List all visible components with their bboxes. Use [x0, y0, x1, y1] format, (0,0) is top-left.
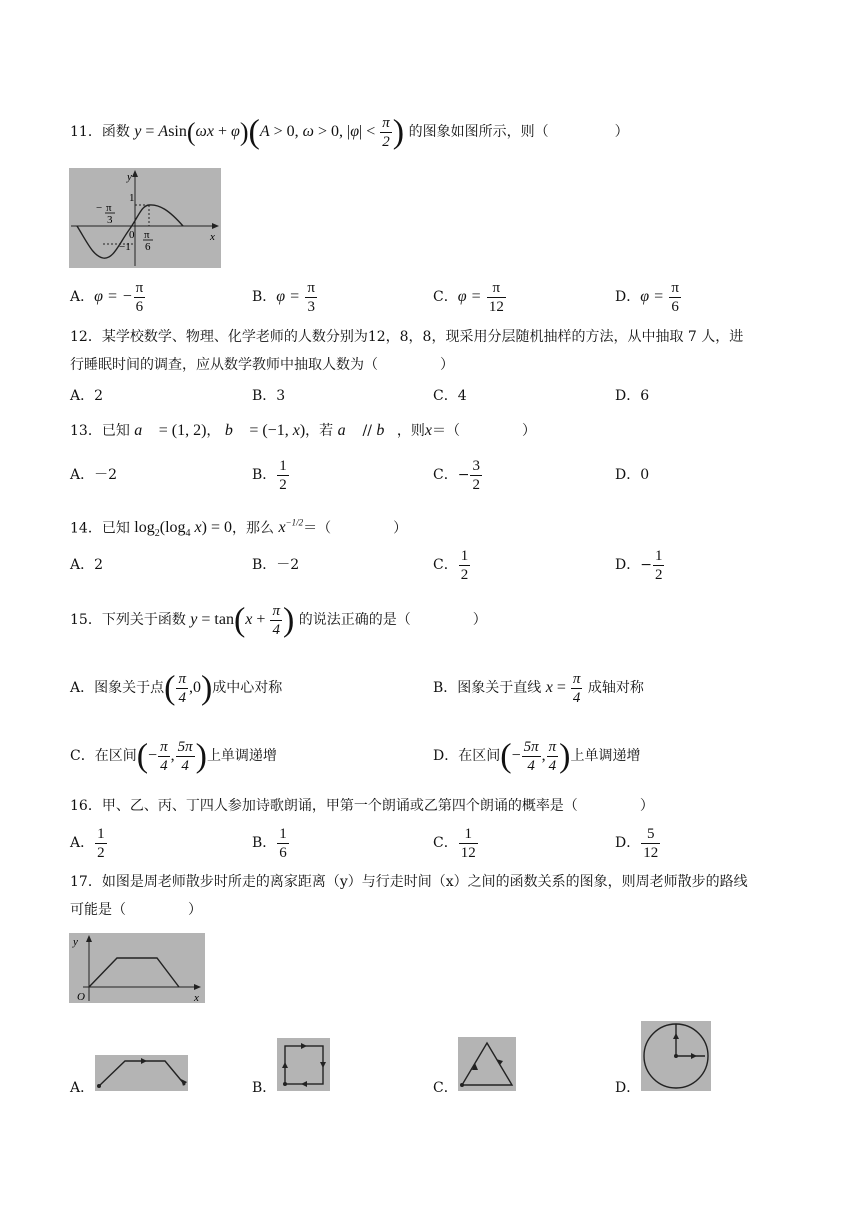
q12-stem-line1: 12．某学校数学、物理、化学老师的人数分别为12，8，8，现采用分层随机抽样的方法，从中抽取 7 人，进 — [70, 329, 744, 345]
q16-option-a[interactable]: A． $\frac{1}{2}$ — [70, 825, 105, 861]
q11-option-d[interactable]: D．φ = $\frac{\pi}{6}$ — [615, 279, 679, 315]
q11-y-label: y — [127, 171, 132, 183]
q17-option-b-path[interactable] — [277, 1038, 330, 1091]
q14-option-c[interactable]: C． $\frac{1}{2}$ — [433, 547, 469, 583]
q17-option-c-path[interactable] — [458, 1037, 516, 1091]
q13-option-c[interactable]: C．− $\frac{3}{2}$ — [433, 457, 480, 493]
q17-stem-line2: 可能是（ ） — [70, 902, 202, 918]
q17-x-label: x — [194, 992, 199, 1003]
q11-pi-left: π — [106, 202, 112, 214]
q16-option-b[interactable]: B． $\frac{1}{6}$ — [252, 825, 287, 861]
q15-option-c[interactable]: C．在区间(− $\frac{\pi}{4}$ , $\frac{5\pi}{4}$ )上单调递增 — [70, 737, 277, 775]
q17-distance-time-graph — [69, 933, 205, 1003]
q11-three: 3 — [107, 214, 113, 226]
q11-one: 1 — [129, 192, 135, 204]
q11-option-c[interactable]: C．φ = $\frac{\pi}{12}$ — [433, 279, 504, 315]
q15-option-a[interactable]: A．图象关于点( $\frac{\pi}{4}$ ,0)成中心对称 — [70, 669, 283, 707]
q16-option-d[interactable]: D． $\frac{5}{12}$ — [615, 825, 659, 861]
q17-option-a-path[interactable] — [95, 1055, 188, 1091]
q13-stem: 13．已知 a⃗ = (1, 2)， b⃗ = (−1, x)，若 a⃗ // b⃗，则x＝（ ） — [70, 422, 536, 439]
q17-stem-line1: 17．如图是周老师散步时所走的离家距离（y）与行走时间（x）之间的函数关系的图象，则周老师散步的路线 — [70, 874, 748, 890]
q11-pi-right: π — [144, 229, 150, 241]
q13-option-d[interactable]: D．0 — [615, 467, 650, 483]
q14-stem: 14．已知 $\log_2(\log_4$ x) = 0，那么 $x^{-1/2}=$（ ） — [70, 518, 408, 540]
q12-option-a[interactable]: A．2 — [70, 388, 104, 404]
q12-option-b[interactable]: B．3 — [252, 388, 286, 404]
q11-minus: − — [96, 202, 103, 214]
q14-option-a[interactable]: A．2 — [70, 557, 104, 573]
q11-stem: 11．函数 y = Asin(ωx + φ)(A > 0, ω > 0, |φ| < $\frac{\pi}{2}$ ) 的图象如图所示，则（ ） — [70, 113, 629, 151]
q16-option-c[interactable]: C． $\frac{1}{12}$ — [433, 825, 476, 861]
q15-option-d[interactable]: D．在区间(− $\frac{5\pi}{4}$ , $\frac{\pi}{4}$ )上单调递增 — [433, 737, 641, 775]
q16-stem: 16．甲、乙、丙、丁四人参加诗歌朗诵，甲第一个朗诵或乙第四个朗诵的概率是（ ） — [70, 798, 654, 814]
q11-sine-graph — [69, 168, 221, 268]
q17-option-c[interactable]: C． — [433, 1080, 458, 1096]
q17-y-label: y — [73, 936, 78, 948]
q14-option-d[interactable]: D．− $\frac{1}{2}$ — [615, 547, 663, 583]
q17-option-d[interactable]: D． — [615, 1080, 641, 1096]
q15-option-b[interactable]: B．图象关于直线 x = $\frac{\pi}{4}$ 成轴对称 — [433, 670, 644, 706]
q11-neg-one: −1 — [119, 241, 131, 253]
q14-option-b[interactable]: B．－2 — [252, 557, 300, 573]
q11-option-b[interactable]: B．φ = $\frac{\pi}{3}$ — [252, 279, 315, 315]
q15-stem: 15．下列关于函数 y = tan(x + $\frac{\pi}{4}$ ) 的说法正确的是（ ） — [70, 601, 487, 639]
q13-option-b[interactable]: B． $\frac{1}{2}$ — [252, 457, 287, 493]
q11-option-a[interactable]: A．φ = − $\frac{\pi}{6}$ — [70, 279, 144, 315]
q17-option-b[interactable]: B． — [252, 1080, 277, 1096]
q17-option-a[interactable]: A． — [70, 1080, 95, 1096]
q11-six: 6 — [145, 241, 151, 253]
q13-option-a[interactable]: A．－2 — [70, 467, 118, 483]
q11-zero: 0 — [129, 229, 135, 241]
q11-x-label: x — [210, 231, 215, 243]
q12-stem-line2: 行睡眠时间的调查，应从数学教师中抽取人数为（ ） — [70, 357, 454, 373]
q12-option-d[interactable]: D．6 — [615, 388, 650, 404]
q17-option-d-path[interactable] — [641, 1021, 711, 1091]
q12-option-c[interactable]: C．4 — [433, 388, 467, 404]
q17-origin: O — [77, 991, 85, 1003]
